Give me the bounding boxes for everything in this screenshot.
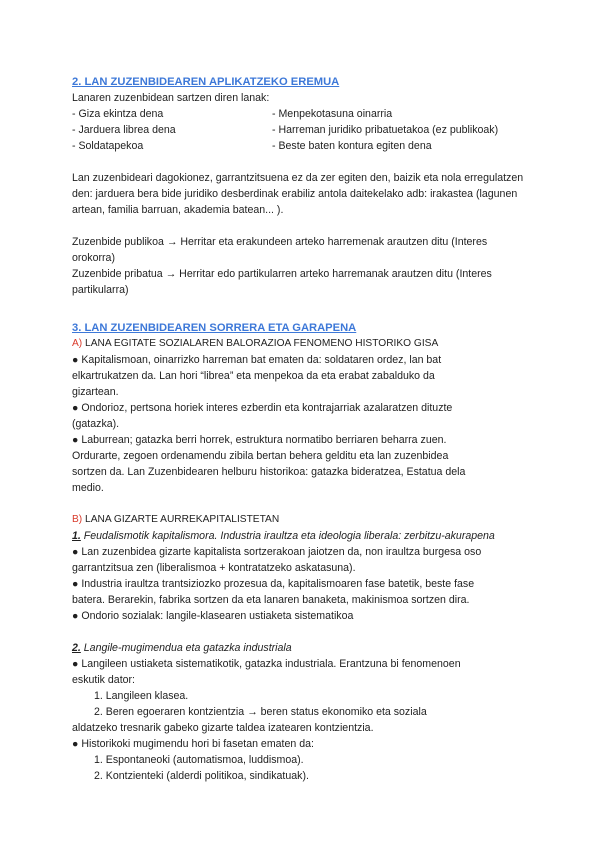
list-item: - Menpekotasuna oinarria [272, 108, 393, 120]
paragraph-line: ● Ondorioz, pertsona horiek interes ezberdin eta kontrajarriak azalaratzen dituzte [72, 402, 453, 414]
work-types-left [72, 106, 272, 154]
numbered-item: 2. Kontzienteki (alderdi politikoa, sindikatuak). [94, 770, 309, 782]
subsection-b1-body [72, 544, 532, 624]
subsection-b2-number: 2. [72, 642, 81, 654]
numbered-item: 1. Langileen klasea. [94, 690, 189, 702]
subsection-b2-title: Langile-mugimendua eta gatazka industriala [80, 642, 292, 654]
subsection-b-letter: B) [72, 514, 83, 525]
list-item: - Soldatapekoa [72, 140, 144, 152]
paragraph-line: aldatzeko tresnarik gabeko gizarte taldea izatearen kontzientzia. [72, 722, 374, 734]
list-item: - Jarduera librea dena [72, 124, 176, 136]
numbered-item: 1. Espontaneoki (automatismoa, luddismoa). [94, 754, 304, 766]
paragraph-line: elkartrukatzen da. Lan hori “librea” eta menpekoa da eta erabat zabalduko da [72, 370, 435, 382]
paragraph-line: (gatazka). [72, 418, 120, 430]
paragraph-line: partikularra) [72, 284, 129, 296]
subsection-a-body [72, 352, 532, 496]
paragraph-line: sortzen da. Lan Zuzenbidearen helburu historikoa: gatazka bideratzea, Estatua dela [72, 466, 466, 478]
list-item: - Harreman juridiko pribatuetakoa (ez publikoak) [272, 124, 499, 136]
section-2-title: 2. LAN ZUZENBIDEAREN APLIKATZEKO EREMUA [72, 76, 340, 88]
subsection-b1-number: 1. [72, 530, 81, 542]
paragraph-line: ● Langileen ustiaketa sistematikotik, gatazka industriala. Erantzuna bi fenomenoen [72, 658, 461, 670]
paragraph-line: ● Ondorio sozialak: langile-klasearen ustiaketa sistematikoa [72, 610, 354, 622]
subsection-b2-heading [72, 640, 532, 656]
document-page [72, 74, 532, 784]
section-3-title: 3. LAN ZUZENBIDEAREN SORRERA ETA GARAPENA [72, 322, 357, 334]
subsection-a-heading [72, 336, 532, 352]
paragraph-line: eskutik dator: [72, 674, 136, 686]
subsection-b1-title: Feudalismotik kapitalismora. Industria iraultza eta ideologia liberala: zerbitzu-akurapena [80, 530, 495, 542]
paragraph-line: Ordurarte, zegoen ordenamendu zibila bertan behera gelditu eta lan zuzenbidea [72, 450, 449, 462]
subsection-a-title: LANA EGITATE SOZIALAREN BALORAZIOA FENOMENO HISTORIKO GISA [85, 338, 439, 349]
paragraph-line: gizartean. [72, 386, 119, 398]
paragraph-line: ● Historikoki mugimendu hori bi fasetan ematen da: [72, 738, 314, 750]
numbered-item: 2. Beren egoeraren kontzientzia → beren status ekonomiko eta soziala [94, 706, 427, 718]
work-types-right [272, 106, 532, 154]
paragraph-line: garrantzitsua zen (liberalismoa + kontratatzeko askatasuna). [72, 562, 356, 574]
paragraph-line: Lan zuzenbideari dagokionez, garrantzitsuena ez da zer egiten den, baizik eta nola erregulatzen [72, 172, 524, 184]
subsection-b1-heading [72, 528, 532, 544]
paragraph-line: ● Kapitalismoan, oinarrizko harreman bat ematen da: soldataren ordez, lan bat [72, 354, 442, 366]
paragraph-line: den: jarduera bera bide juridiko desberdinak erabiliz antola daitekelako adb: irakastea (lagunen [72, 188, 518, 200]
paragraph-line: ● Industria iraultza trantsiziozko prozesua da, kapitalismoaren fase batetik, beste fase [72, 578, 475, 590]
paragraph-line: Zuzenbide publikoa → Herritar eta erakundeen arteko harremenak arautzen ditu (Interes [72, 236, 488, 248]
labour-law-paragraph [72, 170, 532, 218]
list-item: - Beste baten kontura egiten dena [272, 140, 432, 152]
subsection-b-title: LANA GIZARTE AURREKAPITALISTETAN [85, 514, 280, 525]
paragraph-line: ● Laburrean; gatazka berri horrek, estruktura normatibo berriaren beharra zuen. [72, 434, 447, 446]
private-law-definition [72, 266, 532, 298]
subsection-a-letter: A) [72, 338, 83, 349]
paragraph-line: Zuzenbide pribatua → Herritar edo partikularren arteko harremanak arautzen ditu (Interes [72, 268, 492, 280]
subsection-b2-body [72, 656, 532, 784]
paragraph-line: batera. Berarekin, fabrika sortzen da eta lanaren banaketa, makinismoa sortzen dira. [72, 594, 470, 606]
paragraph-line: artean, familia barruan, akademia batean... ). [72, 204, 284, 216]
public-law-definition [72, 234, 532, 266]
paragraph-line: medio. [72, 482, 104, 494]
subsection-b-heading [72, 512, 532, 528]
paragraph-line: ● Lan zuzenbidea gizarte kapitalista sortzerakoan jaiotzen da, non iraultza burgesa oso [72, 546, 482, 558]
section-2-intro: Lanaren zuzenbidean sartzen diren lanak: [72, 92, 270, 104]
paragraph-line: orokorra) [72, 252, 115, 264]
work-types-list [72, 106, 532, 154]
list-item: - Giza ekintza dena [72, 108, 164, 120]
